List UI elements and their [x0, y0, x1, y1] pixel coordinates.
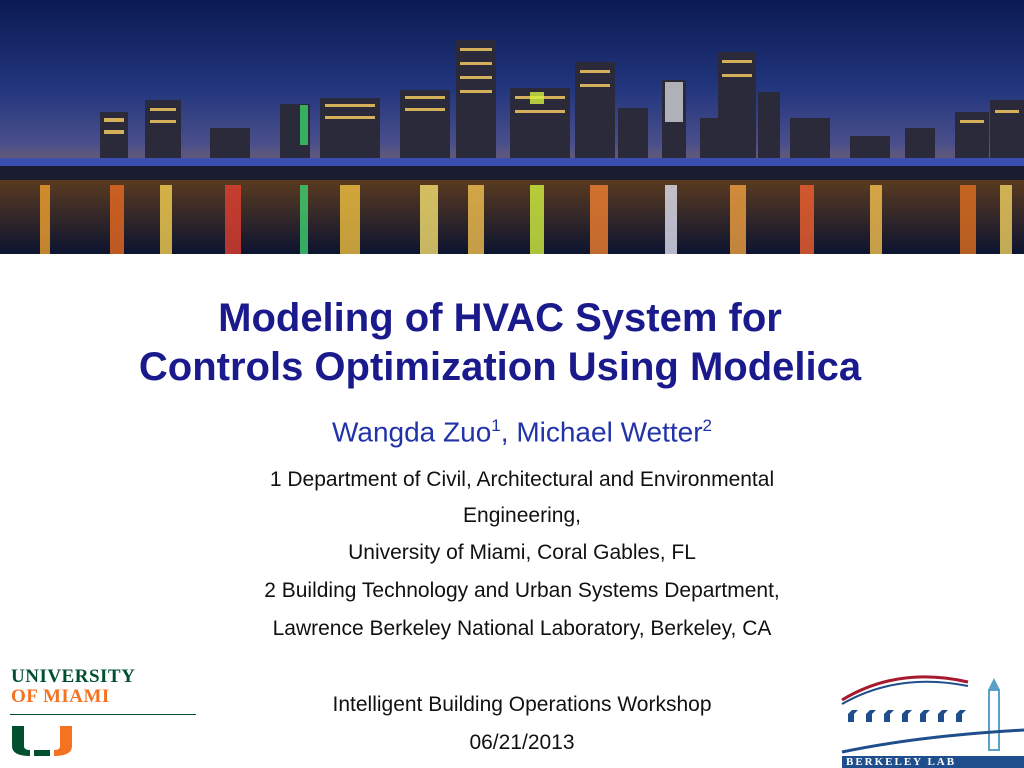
um-logo-university: UNIVERSITY [11, 666, 136, 687]
affiliation-2-line2: Lawrence Berkeley National Laboratory, Berkeley, CA [272, 617, 772, 640]
berkeley-lab-logo [838, 660, 1024, 768]
affiliation-1-line2: Engineering, [463, 504, 581, 527]
author-separator: , [500, 416, 517, 448]
event-name: Intelligent Building Operations Workshop [332, 693, 712, 716]
um-u-icon [10, 724, 74, 758]
university-of-miami-logo [8, 666, 198, 766]
um-logo-of-miami [11, 686, 110, 708]
skyline-banner-image [0, 0, 1024, 254]
author-2: Michael Wetter [516, 416, 703, 448]
authors-line [0, 416, 1024, 448]
event-date: 06/21/2013 [469, 731, 575, 754]
berkeley-lab-logo-text: BERKELEY LAB [846, 756, 957, 768]
author-1: Wangda Zuo [332, 416, 492, 448]
um-logo-miami: MIAMI [42, 686, 110, 707]
affiliation-2-line1: 2 Building Technology and Urban Systems Department, [264, 579, 780, 602]
affiliation-1-line1: 1 Department of Civil, Architectural and Environmental [269, 468, 775, 491]
slide-title-line2: Controls Optimization Using Modelica [138, 345, 862, 389]
slide-title-line1: Modeling of HVAC System for [218, 296, 782, 340]
author-1-affiliation-mark: 1 [491, 416, 501, 435]
um-logo-of: OF [11, 686, 38, 707]
author-2-affiliation-mark: 2 [702, 416, 712, 435]
um-logo-divider [10, 714, 196, 715]
berkeley-lab-emblem-icon [838, 660, 1024, 768]
affiliation-1-line3: University of Miami, Coral Gables, FL [348, 541, 696, 564]
